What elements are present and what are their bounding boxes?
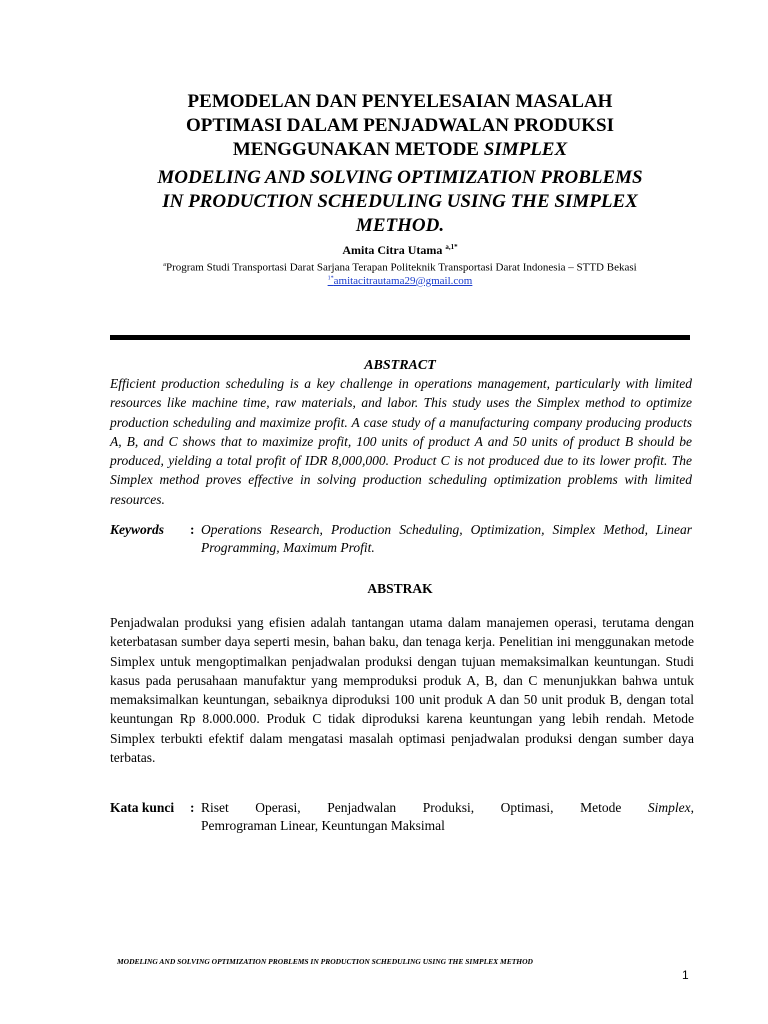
affiliation-text: Program Studi Transportasi Darat Sarjana Terapan Politeknik Transportasi Darat Indonesia – STTD Bekasi — [165, 261, 637, 274]
kata-kunci-line-1-b: , — [690, 800, 694, 815]
kata-kunci-line-2: Pemrograman Linear, Keuntungan Maksimal — [201, 818, 445, 833]
email-line — [110, 271, 690, 288]
title-en-line-2: IN PRODUCTION SCHEDULING USING THE SIMPLEX — [162, 191, 638, 212]
abstract-body: Efficient production scheduling is a key challenge in operations management, particularly with limited resources like machine time, raw materials, and labor. This study uses the Simplex method to optimize production scheduling and maximize profit. A case study of a manufacturing company producing products A, B, and C shows that to maximize profit, 100 units of product A and 50 units of product B should be produced, yielding a total profit of IDR 8,000,000. Product C is not produced due to its lower profit. The Simplex method proves effective in solving production scheduling optimization problems with limited resources. — [110, 376, 692, 507]
title-id-line-3-main: MENGGUNAKAN METODE — [232, 139, 484, 160]
kata-kunci-row — [110, 799, 694, 817]
kata-kunci-simplex: Simplex — [647, 800, 691, 815]
email-superscript: 1* — [327, 275, 334, 281]
title-id-line-1: PEMODELAN DAN PENYELESAIAN MASALAH — [187, 91, 613, 112]
author-line — [110, 240, 690, 258]
abstrak-heading: ABSTRAK — [367, 581, 433, 596]
title-id-line-3-italic: SIMPLEX — [483, 139, 568, 160]
email-text: amitacitrautama29@gmail.com — [333, 274, 473, 287]
keywords-colon: : — [190, 522, 195, 537]
author-email-link[interactable] — [328, 275, 473, 287]
abstrak-body: Penjadwalan produksi yang efisien adalah tantangan utama dalam manajemen operasi, terutama dengan keterbatasan sumber daya seperti mesin, bahan baku, dan tenaga kerja. Penelitian ini menggunakan metode Simplex untuk mengoptimalkan penjadwalan produksi dengan tujuan memaksimalkan keuntungan. Studi kasus pada perusahaan manufaktur yang memproduksi produk A, B, dan C menunjukkan bahwa untuk memaksimalkan keuntungan, sebaiknya diproduksi 100 unit produk A dan 50 unit produk B, dengan total keuntungan Rp 8.000.000. Produk C tidak diproduksi karena keuntungan yang lebih rendah. Metode Simplex terbukti efektif dalam mengatasi masalah optimasi penjadwalan produksi dengan sumber daya terbatas. — [110, 615, 694, 766]
affiliation-superscript: a — [163, 262, 166, 268]
keywords-row — [110, 521, 692, 557]
title-id-line-2: OPTIMASI DALAM PENJADWALAN PRODUKSI — [185, 115, 615, 136]
page-number: 1 — [682, 968, 689, 982]
running-footer: MODELING AND SOLVING OPTIMIZATION PROBLEMS IN PRODUCTION SCHEDULING USING THE SIMPLEX METHOD — [117, 957, 533, 966]
header-divider — [110, 335, 690, 340]
abstract-heading: ABSTRACT — [364, 358, 436, 373]
title-indonesian — [110, 90, 690, 162]
author-name: Amita Citra Utama — [342, 243, 443, 257]
keywords-text: Operations Research, Production Scheduling, Optimization, Simplex Method, Linear Programming, Maximum Profit. — [201, 522, 692, 555]
author-superscript: a,1* — [445, 243, 458, 251]
kata-kunci-line-1-a: Riset Operasi, Penjadwalan Produksi, Optimasi, Metode — [201, 800, 648, 815]
keywords-label: Keywords — [110, 522, 164, 537]
kata-kunci-line-1 — [201, 799, 694, 817]
title-en-line-3: METHOD. — [355, 215, 445, 236]
title-english — [110, 166, 690, 238]
title-id-line-3 — [110, 138, 690, 162]
title-en-line-1: MODELING AND SOLVING OPTIMIZATION PROBLEMS — [157, 167, 643, 188]
kata-kunci-label: Kata kunci — [110, 800, 175, 815]
kata-kunci-colon: : — [190, 800, 195, 815]
